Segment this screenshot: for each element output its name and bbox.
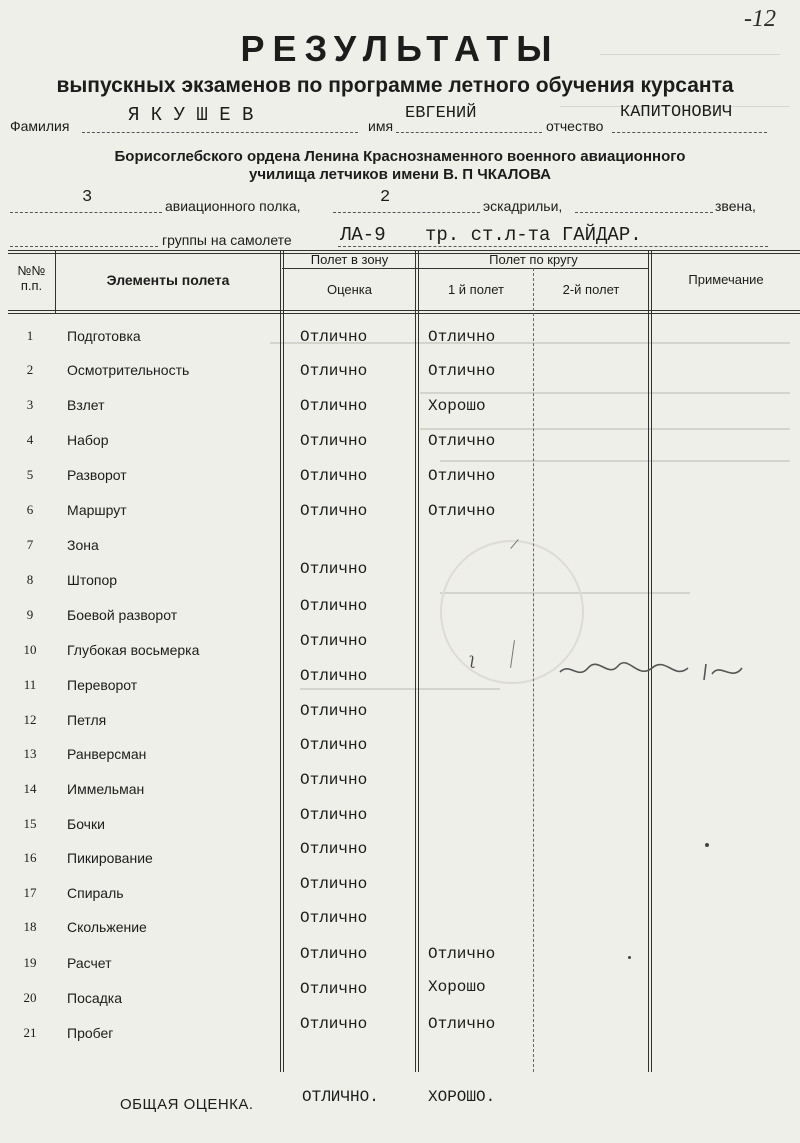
row-number: 18 <box>23 919 37 934</box>
row-zone-grade: Отлично <box>300 806 368 824</box>
col-header-zone: Полет в зону <box>310 252 389 267</box>
row-element: Маршрут <box>67 502 127 518</box>
row-element: Подготовка <box>67 328 141 344</box>
row-zone-grade: Отлично <box>300 1015 368 1033</box>
row-number: 9 <box>26 607 34 622</box>
row-circle1-grade: Отлично <box>428 432 496 450</box>
instructor-value: тр. ст.л-та ГАЙДАР. <box>425 224 642 246</box>
row-number: 21 <box>23 1025 37 1040</box>
row-element: Глубокая восьмерка <box>67 642 200 658</box>
flight-label: звена, <box>715 198 756 214</box>
table-row <box>0 328 800 362</box>
flight-underline <box>575 212 713 213</box>
row-number: 17 <box>23 885 37 900</box>
row-circle1-grade: Отлично <box>428 328 496 346</box>
surname-label: Фамилия <box>10 118 70 134</box>
name-value: ЕВГЕНИЙ <box>405 104 477 123</box>
col-header-elements: Элементы полета <box>106 272 230 288</box>
table-row <box>0 597 800 641</box>
row-element: Посадка <box>67 990 123 1006</box>
table-row <box>0 362 800 396</box>
row-number: 8 <box>26 572 34 587</box>
row-zone-grade: Отлично <box>300 909 368 927</box>
ink-dot <box>628 956 631 959</box>
table-row <box>0 909 800 953</box>
row-zone-grade: Отлично <box>300 397 368 415</box>
col-header-notes: Примечание <box>688 272 764 287</box>
page-subtitle: выпускных экзаменов по программе летного обучения курсанта <box>56 74 734 97</box>
table-header-bottom-border <box>8 310 800 311</box>
row-element: Боевой разворот <box>67 607 178 623</box>
row-number: 7 <box>26 537 34 552</box>
row-circle1-grade: Отлично <box>428 1015 496 1033</box>
col-header-zone-grade: Оценка <box>326 282 373 297</box>
row-element: Пробег <box>67 1025 114 1041</box>
row-circle1-grade: Хорошо <box>428 397 486 415</box>
row-circle1-grade: Отлично <box>428 945 496 963</box>
table-row <box>0 945 800 989</box>
faint-signature <box>556 656 746 686</box>
table-row <box>0 840 800 884</box>
row-zone-grade: Отлично <box>300 502 368 520</box>
name-label: имя <box>368 118 394 134</box>
table-row <box>0 502 800 536</box>
row-element: Пикирование <box>67 850 153 866</box>
row-element: Расчет <box>67 955 112 971</box>
row-element: Ранверсман <box>67 746 147 762</box>
group-underline <box>10 246 158 247</box>
squadron-underline <box>333 212 480 213</box>
row-number: 10 <box>23 642 37 657</box>
surname-underline <box>82 132 358 133</box>
row-number: 3 <box>26 397 34 412</box>
row-element: Осмотрительность <box>67 362 190 378</box>
row-zone-grade: Отлично <box>300 328 368 346</box>
row-zone-grade: Отлично <box>300 736 368 754</box>
row-zone-grade: Отлично <box>300 945 368 963</box>
patronymic-label: отчество <box>546 118 604 134</box>
row-element: Зона <box>67 537 99 553</box>
row-element: Спираль <box>67 885 124 901</box>
row-number: 12 <box>23 712 37 727</box>
table-row <box>0 432 800 466</box>
row-zone-grade: Отлично <box>300 597 368 615</box>
page-number: -12 <box>744 6 776 32</box>
row-zone-grade: Отлично <box>300 875 368 893</box>
table-row <box>0 875 800 919</box>
row-number: 5 <box>26 467 34 482</box>
col-header-circle-1: 1 й полет <box>447 282 505 297</box>
table-row <box>0 736 800 780</box>
group-label: группы на самолете <box>162 232 292 248</box>
table-subheader-line <box>282 268 648 269</box>
table-row <box>0 397 800 431</box>
row-number: 15 <box>23 816 37 831</box>
row-number: 11 <box>23 677 37 692</box>
patronymic-value: КАПИТОНОВИЧ <box>620 103 733 122</box>
total-zone-grade: ОТЛИЧНО. <box>302 1088 379 1106</box>
row-circle1-grade: Отлично <box>428 502 496 520</box>
row-zone-grade: Отлично <box>300 362 368 380</box>
row-element: Петля <box>67 712 107 728</box>
table-row <box>0 771 800 815</box>
regiment-label: авиационного полка, <box>165 198 301 214</box>
row-zone-grade: Отлично <box>300 432 368 450</box>
col-header-num: №№ п.п. <box>17 263 46 293</box>
row-number: 2 <box>26 362 34 377</box>
row-zone-grade: Отлично <box>300 667 368 685</box>
row-element: Взлет <box>67 397 105 413</box>
row-zone-grade: Отлично <box>300 702 368 720</box>
row-zone-grade: Отлично <box>300 632 368 650</box>
table-row <box>0 702 800 746</box>
row-circle1-grade: Хорошо <box>428 978 486 996</box>
row-element: Скольжение <box>67 919 147 935</box>
table-row <box>0 560 800 606</box>
table-row <box>0 978 800 1024</box>
row-zone-grade: Отлично <box>300 840 368 858</box>
table-header-bottom-border-2 <box>8 313 800 314</box>
row-element: Иммельман <box>67 781 145 797</box>
col-header-circle-2: 2-й полет <box>562 282 620 297</box>
page-title: РЕЗУЛЬТАТЫ <box>240 28 560 69</box>
row-zone-grade: Отлично <box>300 560 368 578</box>
ink-dot <box>705 843 709 847</box>
table-top-border <box>8 250 800 251</box>
school-line-1: Борисоглебского ордена Ленина Краснознаменного военного авиационного <box>114 148 686 165</box>
row-zone-grade: Отлично <box>300 771 368 789</box>
regiment-value: 3 <box>82 188 93 207</box>
regiment-underline <box>10 212 162 213</box>
table-row <box>0 1015 800 1059</box>
row-element: Бочки <box>67 816 105 832</box>
surname-value: Я К У Ш Е В <box>128 104 254 126</box>
pen-mark: ʅ <box>470 652 475 672</box>
row-circle1-grade: Отлично <box>428 467 496 485</box>
table-row <box>0 806 800 850</box>
row-number: 1 <box>26 328 34 343</box>
row-element: Разворот <box>67 467 127 483</box>
row-number: 19 <box>23 955 37 970</box>
row-number: 20 <box>23 990 37 1005</box>
row-number: 13 <box>23 746 37 761</box>
total-label: ОБЩАЯ ОЦЕНКА. <box>120 1096 254 1113</box>
school-line-2: училища летчиков имени В. П ЧКАЛОВА <box>248 166 552 183</box>
squadron-label: эскадрильи, <box>483 198 563 214</box>
name-underline <box>396 132 542 133</box>
patronymic-underline <box>612 132 767 133</box>
row-element: Штопор <box>67 572 118 588</box>
row-zone-grade: Отлично <box>300 980 368 998</box>
row-number: 14 <box>23 781 37 796</box>
table-row <box>0 537 800 571</box>
col-header-circle: Полет по кругу <box>489 252 578 267</box>
aircraft-underline <box>338 246 768 247</box>
row-zone-grade: Отлично <box>300 467 368 485</box>
row-element: Набор <box>67 432 109 448</box>
squadron-value: 2 <box>380 188 391 207</box>
row-number: 16 <box>23 850 37 865</box>
row-number: 6 <box>26 502 34 517</box>
table-row <box>0 467 800 501</box>
aircraft-value: ЛА-9 <box>340 224 386 246</box>
row-circle1-grade: Отлично <box>428 362 496 380</box>
row-number: 4 <box>26 432 34 447</box>
row-element: Переворот <box>67 677 138 693</box>
total-circle-grade: ХОРОШО. <box>428 1088 496 1106</box>
